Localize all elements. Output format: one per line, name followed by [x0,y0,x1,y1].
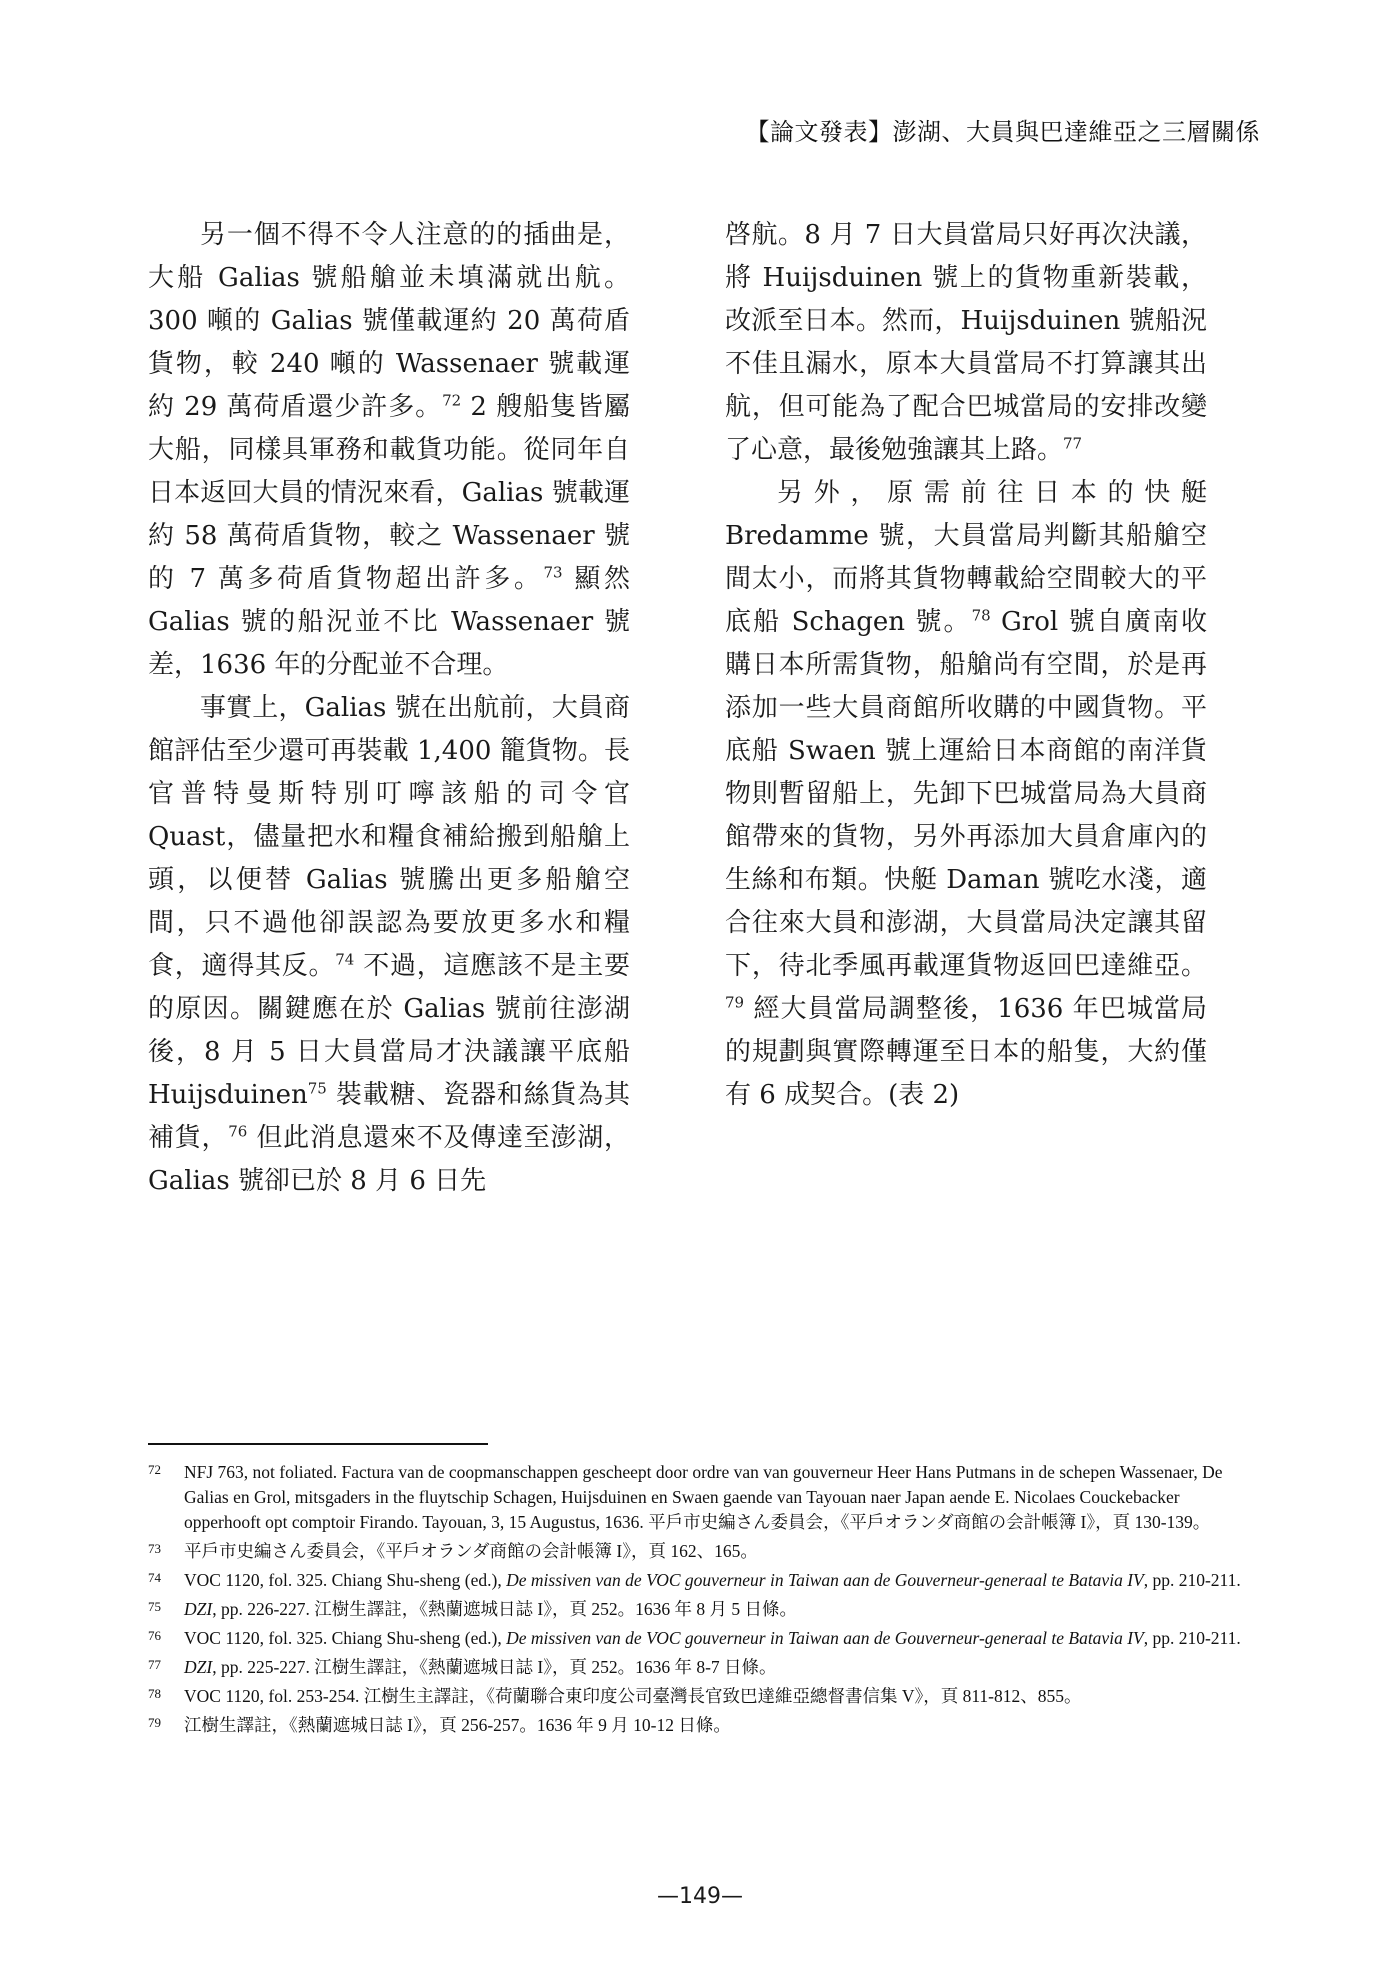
paragraph-text: Grol 號自廣南收購日本所需貨物，船艙尚有空間，於是再添加一些大員商館所收購的中國貨物。平底船 Swaen 號上運給日本商館的南洋貨物則暫留船上，先卸下巴城當局為大員商館帶來的貨物，另外再添加大員倉庫內的生絲和布類。快艇 Daman 號吃水淺，適合往來大員和澎湖，大員當局決定讓其留下，待北季風再載運貨物返回巴達維亞。 [725,607,1207,981]
paragraph [148,687,630,1203]
footnote-text: , pp. 226-227. 江樹生譯註，《熱蘭遮城日誌 I》，頁 252。1636 年 8 月 5 日條。 [212,1599,797,1619]
footnote-text: , pp. 225-227. 江樹生譯註，《熱蘭遮城日誌 I》，頁 252。1636 年 8-7 日條。 [212,1657,777,1677]
running-header: 【論文發表】澎湖、大員與巴達維亞之三層關係 [745,118,1260,146]
footnote [148,1713,1258,1738]
footnote [148,1539,1258,1564]
paragraph [148,214,630,687]
footnote-ref[interactable]: 76 [228,1122,248,1141]
paragraph-text: 顯然 Galias 號的船況並不比 Wassenaer 號差，1636 年的分配並不合理。 [148,564,631,680]
paragraph [725,214,1207,472]
footnote-ref[interactable]: 79 [725,993,745,1012]
paragraph-text: 經大員當局調整後，1636 年巴城當局的規劃與實際轉運至日本的船隻，大約僅有 6 成契合。(表 2) [725,994,1207,1110]
footnote-text: 江樹生譯註，《熱蘭遮城日誌 I》，頁 256-257。1636 年 9 月 10-12 日條。 [184,1715,731,1735]
page-number: —149— [657,1884,743,1909]
footnote-number: 79 [148,1715,161,1730]
paragraph-text: 事實上，Galias 號在出航前，大員商館評估至少還可再裝載 1,400 籠貨物。長官普特曼斯特別叮嚀該船的司令官 Quast，儘量把水和糧食補給搬到船艙上頭，以便替 Galias 號騰出更多船艙空間，只不過他卻誤認為要放更多水和糧食，適得其反。 [148,693,630,981]
paragraph-text: 但此消息還來不及傳達至澎湖，Galias 號卻已於 8 月 6 日先 [148,1123,630,1196]
paragraph-text: 2 艘船隻皆屬大船，同樣具軍務和載貨功能。從同年自日本返回大員的情況來看，Galias 號載運約 58 萬荷盾貨物，較之 Wassenaer 號的 7 萬多荷盾貨物超出許多。 [148,392,630,594]
footnote-text: VOC 1120, fol. 325. Chiang Shu-sheng (ed.), [184,1570,507,1590]
footnote-italic-title: De missiven van de VOC gouverneur in Taiwan aan de Gouverneur-generaal te Batavia IV [506,1570,1144,1590]
footnote-ref[interactable]: 78 [971,606,991,625]
footnote [148,1684,1258,1709]
paragraph-text: 另外，原需前往日本的快艇 Bredamme 號，大員當局判斷其船艙空間太小，而將其貨物轉載給空間較大的平底船 Schagen 號。 [725,478,1207,637]
paragraph [725,472,1207,1117]
footnote-number: 73 [148,1541,161,1556]
footnote-ref[interactable]: 72 [442,391,462,410]
footnote-text: , pp. 210-211. [1143,1628,1241,1648]
footnote-ref[interactable]: 73 [543,563,563,582]
paragraph-text: 不過，這應該不是主要的原因。關鍵應在於 Galias 號前往澎湖後，8 月 5 日大員當局才決議讓平底船 Huijsduinen [148,951,630,1110]
footnote-number: 76 [148,1628,161,1643]
body-column-right [725,214,1207,1117]
footnote-text: , pp. 210-211. [1143,1570,1241,1590]
footnote [148,1655,1258,1680]
footnote-number: 72 [148,1462,161,1477]
footnote-italic-title: DZI [184,1599,213,1619]
footnote-text: VOC 1120, fol. 253-254. 江樹生主譯註，《荷蘭聯合東印度公司臺灣長官致巴達維亞總督書信集 V》，頁 811-812、855。 [184,1686,1082,1706]
footnote-number: 75 [148,1599,161,1614]
footnote [148,1568,1258,1593]
footnote [148,1626,1258,1651]
footnote-ref[interactable]: 77 [1063,434,1083,453]
footnote-text: VOC 1120, fol. 325. Chiang Shu-sheng (ed.), [184,1628,507,1648]
paragraph-text: 啓航。8 月 7 日大員當局只好再次決議，將 Huijsduinen 號上的貨物重新裝載，改派至日本。然而，Huijsduinen 號船況不佳且漏水，原本大員當局不打算讓其出航，但可能為了配合巴城當局的安排改變了心意，最後勉強讓其上路。 [725,220,1207,465]
footnote-divider [148,1443,488,1445]
footnote-ref[interactable]: 74 [335,950,355,969]
footnote [148,1460,1258,1535]
footnote-text: NFJ 763, not foliated. Factura van de coopmanschappen gescheept door ordre van van gouverneur Heer Hans Putmans in de schepen Wassenaer, De Galias en Grol, mitsgaders in the fluytschip Schagen, Huijsduinen en Swaen gaende van Tayouan naer Japan aende E. Nicolaes Couckebacker opperhooft opt comptoir Firando. Tayouan, 3, 15 Augustus, 1636. 平戶市史編さん委員会，《平戶オランダ商館の会計帳簿 I》，頁 130-139。 [184,1462,1223,1532]
footnote-italic-title: DZI [184,1657,213,1677]
footnote [148,1597,1258,1622]
body-column-left [148,214,630,1203]
footnote-number: 77 [148,1657,161,1672]
paragraph-text: 另一個不得不令人注意的的插曲是，大船 Galias 號船艙並未填滿就出航。300 噸的 Galias 號僅載運約 20 萬荷盾貨物，較 240 噸的 Wassenaer 號載運約 29 萬荷盾還少許多。 [148,220,630,422]
footnote-text: 平戶市史編さん委員会，《平戶オランダ商館の会計帳簿 I》，頁 162、165。 [184,1541,758,1561]
footnotes [148,1460,1258,1742]
footnote-number: 78 [148,1686,161,1701]
footnote-italic-title: De missiven van de VOC gouverneur in Taiwan aan de Gouverneur-generaal te Batavia IV [506,1628,1144,1648]
footnote-ref[interactable]: 75 [307,1079,327,1098]
footnote-number: 74 [148,1570,161,1585]
paragraph-text: 裝載糖、瓷器和絲貨為其補貨， [148,1080,630,1153]
